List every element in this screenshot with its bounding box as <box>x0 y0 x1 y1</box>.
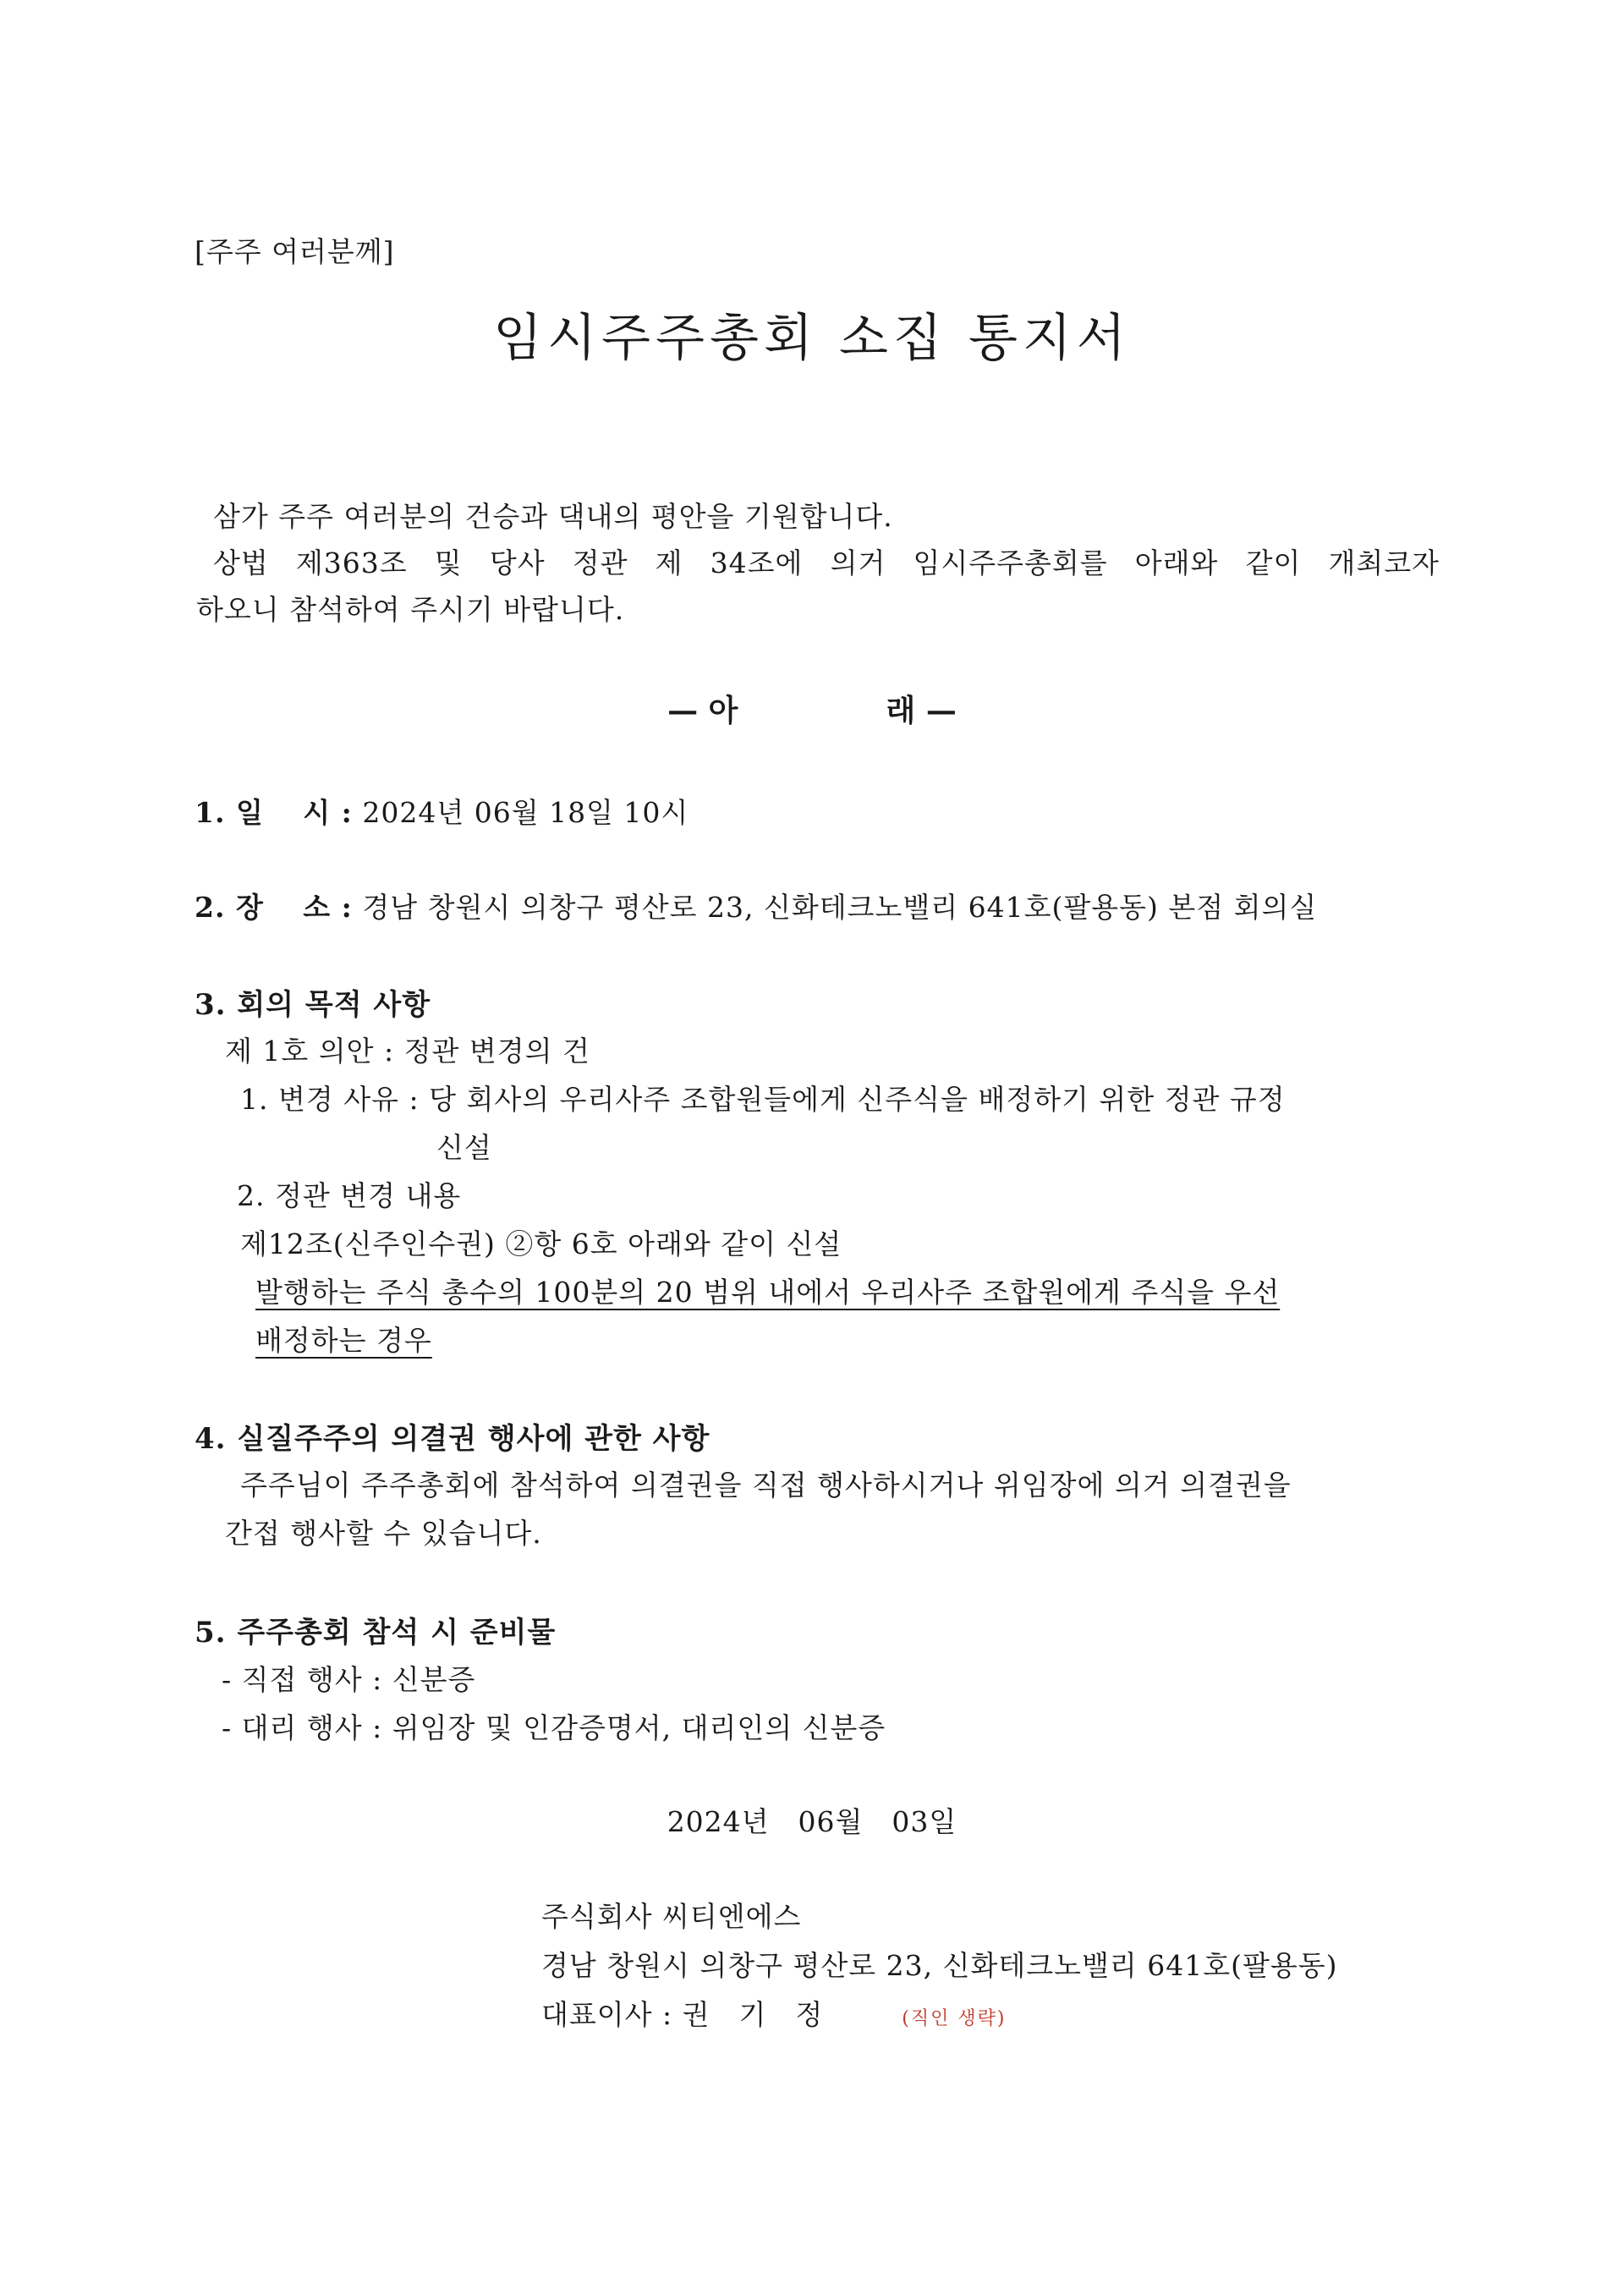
agenda-heading: 3. 회의 목적 사항 <box>195 988 431 1022</box>
intro-line-1: 삼가 주주 여러분의 건승과 댁내의 평안을 기원합니다. <box>213 500 893 533</box>
agenda-article: 제12조(신주인수권) ②항 6호 아래와 같이 신설 <box>240 1227 842 1260</box>
item-place-label: 2. 장 소 : <box>195 891 353 924</box>
prep-direct: - 직접 행사 : 신분증 <box>222 1663 476 1696</box>
notice-heading-left: — 아 <box>667 693 738 728</box>
item-place-value: 경남 창원시 의창구 평산로 23, 신화테크노밸리 641호(팔용동) 본점 회의실 <box>362 891 1318 924</box>
item-place <box>195 886 1317 925</box>
agenda-amendment-line-2: 배정하는 경우 <box>255 1324 432 1357</box>
voting-heading: 4. 실질주주의 의결권 행사에 관한 사항 <box>195 1422 710 1456</box>
item-date-value: 2024년 06월 18일 10시 <box>362 796 689 829</box>
prep-heading: 5. 주주총회 참석 시 준비물 <box>195 1616 557 1650</box>
agenda-amendment-line-1: 발행하는 주식 총수의 100분의 20 범위 내에서 우리사주 조합원에게 주식을 우선 <box>255 1276 1281 1309</box>
salutation: [주주 여러분께] <box>195 235 395 268</box>
agenda-reason-line-2: 신설 <box>436 1131 492 1164</box>
company-name: 주식회사 씨티엔에스 <box>541 1900 802 1933</box>
agenda-content-heading: 2. 정관 변경 내용 <box>237 1179 462 1212</box>
voting-line-1: 주주님이 주주총회에 참석하여 의결권을 직접 행사하시거나 위임장에 의거 의결권을 <box>240 1469 1292 1502</box>
ceo-label: 대표이사 : 권 기 정 <box>541 1998 824 2031</box>
item-date <box>195 791 689 831</box>
intro-line-2: 상법 제363조 및 당사 정관 제 34조에 의거 임시주주총회를 아래와 같이 개최코자 <box>213 546 1440 579</box>
agenda-reason-line-1: 1. 변경 사유 : 당 회사의 우리사주 조합원들에게 신주식을 배정하기 위한 정관 규정 <box>240 1083 1286 1116</box>
company-ceo <box>541 1993 1006 2033</box>
issue-date: 2024년 06월 03일 <box>667 1805 957 1838</box>
notice-heading <box>0 687 1624 730</box>
item-date-label: 1. 일 시 : <box>195 796 353 829</box>
prep-proxy: - 대리 행사 : 위임장 및 인감증명서, 대리인의 신분증 <box>222 1711 886 1744</box>
notice-heading-right: 래 — <box>886 693 957 728</box>
company-address: 경남 창원시 의창구 평산로 23, 신화테크노밸리 641호(팔용동) <box>541 1949 1338 1982</box>
agenda-bill: 제 1호 의안 : 정관 변경의 건 <box>225 1035 590 1068</box>
document-title: 임시주주총회 소집 통지서 <box>493 309 1131 368</box>
seal-omitted-note: (직인 생략) <box>902 2008 1007 2029</box>
voting-line-2: 간접 행사할 수 있습니다. <box>225 1517 542 1550</box>
intro-line-3: 하오니 참석하여 주시기 바랍니다. <box>196 593 625 626</box>
